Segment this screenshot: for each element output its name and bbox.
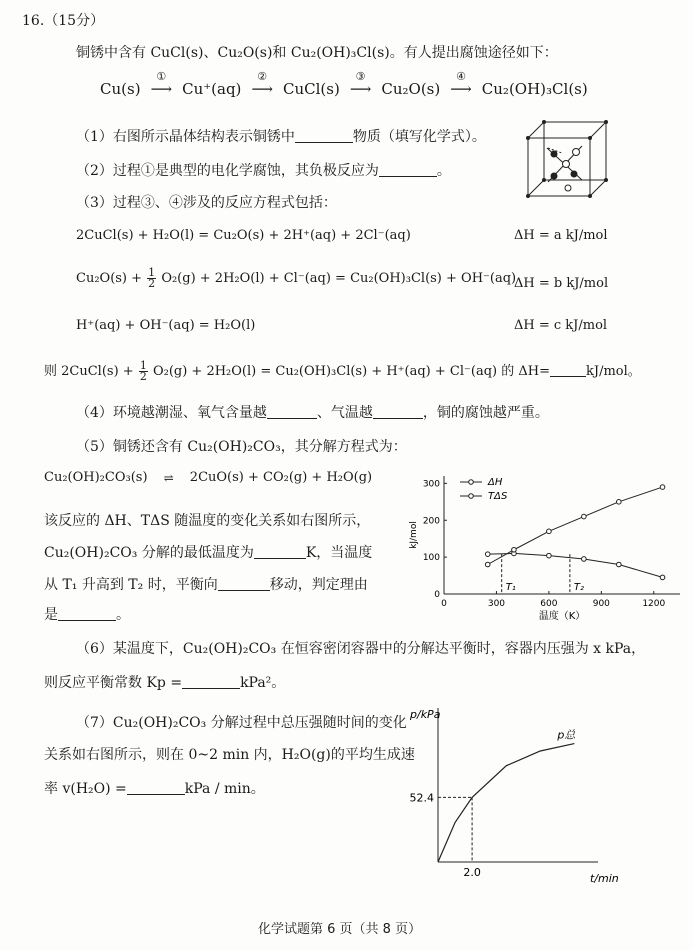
pathway — [100, 70, 588, 98]
legend-marker — [469, 480, 474, 485]
equation-1-dh: ΔH = a kJ/mol — [514, 228, 608, 243]
pathway-species: Cu₂(OH)₃Cl(s) — [481, 80, 588, 98]
equation-3: H⁺(aq) + OH⁻(aq) = H₂O(l) — [76, 318, 256, 333]
y-tick-label: 52.4 — [409, 791, 434, 805]
equation-3-dh: ΔH = c kJ/mol — [514, 318, 608, 333]
x-tick-label: 900 — [592, 599, 610, 609]
pathway-arrow-1: ① ⟶ — [150, 70, 173, 98]
pathway-species: CuCl(s) — [282, 80, 340, 98]
answer-blank[interactable] — [267, 404, 317, 419]
x-tick-label: 0 — [441, 599, 447, 609]
q6-line-2: 则反应平衡常数 Kp = kPa²。 — [44, 675, 286, 691]
legend-label: ΔH — [488, 477, 503, 488]
q3: （3）过程③、④涉及的反应方程式包括： — [76, 195, 337, 211]
x-tick-label: 2.0 — [463, 866, 481, 879]
data-point — [617, 500, 622, 505]
answer-blank[interactable] — [218, 576, 270, 591]
q5-line-2: Cu₂(OH)₂CO₃ 分解的最低温度为 K，当温度 — [44, 545, 373, 561]
legend-marker — [469, 494, 474, 499]
answer-blank[interactable] — [127, 780, 185, 795]
page-footer: 化学试题第 6 页（共 8 页） — [258, 922, 422, 937]
equation-2-dh: ΔH = b kJ/mol — [514, 276, 609, 291]
annotation-label: T₁ — [505, 582, 516, 593]
pressure-time-chart — [392, 700, 619, 888]
pathway-species: Cu⁺(aq) — [182, 80, 242, 98]
y-axis-label: p/kPa — [410, 708, 441, 721]
legend-label: TΔS — [488, 491, 508, 502]
answer-blank[interactable] — [254, 544, 306, 559]
q7-line-2: 关系如右图所示，则在 0~2 min 内，H₂O(g)的平均生成速 — [44, 747, 415, 763]
q2: （2）过程①是典型的电化学腐蚀，其负极反应为 。 — [76, 163, 451, 179]
data-point — [485, 562, 490, 567]
combined-equation: 则 2CuCl(s) + $\frac{1}{2}$ O₂(g) + 2H₂O(l) = Cu₂(OH)₃Cl(s) + H⁺(aq) + Cl⁻(aq) 的 ΔH= kJ/mol。 — [44, 359, 641, 383]
data-point — [547, 553, 552, 558]
answer-blank[interactable] — [182, 674, 240, 689]
data-point — [617, 562, 622, 567]
equation-2: Cu₂O(s) + $\frac{1}{2}$ O₂(g) + 2H₂O(l) + Cl⁻(aq) = Cu₂(OH)₃Cl(s) + OH⁻(aq) — [76, 266, 517, 290]
q1: （1）右图所示晶体结构表示铜锈中 物质（填写化学式）。 — [76, 129, 486, 145]
pathway-arrow-3: ③ ⟶ — [349, 70, 372, 98]
y-tick-label: 100 — [422, 553, 440, 564]
data-point — [485, 552, 490, 557]
q7-line-3: 率 v(H₂O) = kPa / min。 — [44, 781, 265, 797]
pathway-species: Cu(s) — [100, 80, 141, 98]
data-point — [660, 575, 665, 580]
x-axis-label: 温度（K） — [538, 611, 586, 622]
dh-tds-chart — [402, 462, 692, 634]
data-point — [582, 557, 587, 562]
series-line-dh — [488, 553, 663, 577]
q5-line-3: 从 T₁ 升高到 T₂ 时，平衡向 移动，判定理由 — [44, 577, 368, 593]
x-tick-label: 600 — [540, 599, 558, 609]
crystal-structure-figure — [522, 118, 612, 200]
answer-blank[interactable] — [550, 362, 586, 377]
answer-blank[interactable] — [58, 606, 116, 621]
x-axis-label: t/min — [590, 872, 619, 885]
q6-line-1: （6）某温度下，Cu₂(OH)₂CO₃ 在恒容密闭容器中的分解达平衡时，容器内压强为 x kPa， — [76, 641, 646, 657]
y-tick-label: 0 — [434, 590, 440, 600]
pressure-curve — [438, 744, 574, 862]
q5-line-4: 是 。 — [44, 607, 130, 623]
equation-1: 2CuCl(s) + H₂O(l) = Cu₂O(s) + 2H⁺(aq) + 2Cl⁻(aq) — [76, 228, 411, 243]
answer-blank[interactable] — [379, 162, 437, 177]
equation-5: Cu₂(OH)₂CO₃(s) ⇌ 2CuO(s) + CO₂(g) + H₂O(g) — [44, 470, 373, 485]
data-point — [660, 485, 665, 490]
y-tick-label: 200 — [422, 516, 440, 527]
pathway-species: Cu₂O(s) — [381, 80, 441, 98]
x-tick-label: 300 — [487, 599, 506, 609]
pathway-arrow-2: ② ⟶ — [251, 70, 273, 98]
question-number: 16.（15分） — [22, 13, 105, 29]
series-label: p总 — [557, 728, 576, 742]
intro-text: 铜锈中含有 CuCl(s)、Cu₂O(s)和 Cu₂(OH)₃Cl(s)。有人提出腐蚀途径如下： — [76, 45, 558, 61]
x-tick-label: 1200 — [642, 599, 666, 609]
pathway-arrow-4: ④ ⟶ — [450, 70, 472, 98]
data-point — [582, 514, 587, 519]
answer-blank[interactable] — [373, 404, 423, 419]
equilibrium-arrow-icon: ⇌ — [163, 470, 174, 485]
annotation-label: T₂ — [573, 582, 584, 593]
y-axis-label: kJ/mol — [409, 521, 419, 549]
data-point — [547, 529, 552, 534]
q5-line-1: 该反应的 ΔH、TΔS 随温度的变化关系如右图所示， — [44, 513, 371, 529]
answer-blank[interactable] — [295, 128, 353, 143]
q5: （5）铜锈还含有 Cu₂(OH)₂CO₃，其分解方程式为： — [76, 439, 407, 455]
y-tick-label: 300 — [422, 479, 440, 490]
q7-line-1: （7）Cu₂(OH)₂CO₃ 分解过程中总压强随时间的变化 — [76, 715, 407, 731]
q4: （4）环境越潮湿、氧气含量越 、气温越 ，铜的腐蚀越严重。 — [76, 405, 549, 421]
data-point — [512, 547, 517, 552]
